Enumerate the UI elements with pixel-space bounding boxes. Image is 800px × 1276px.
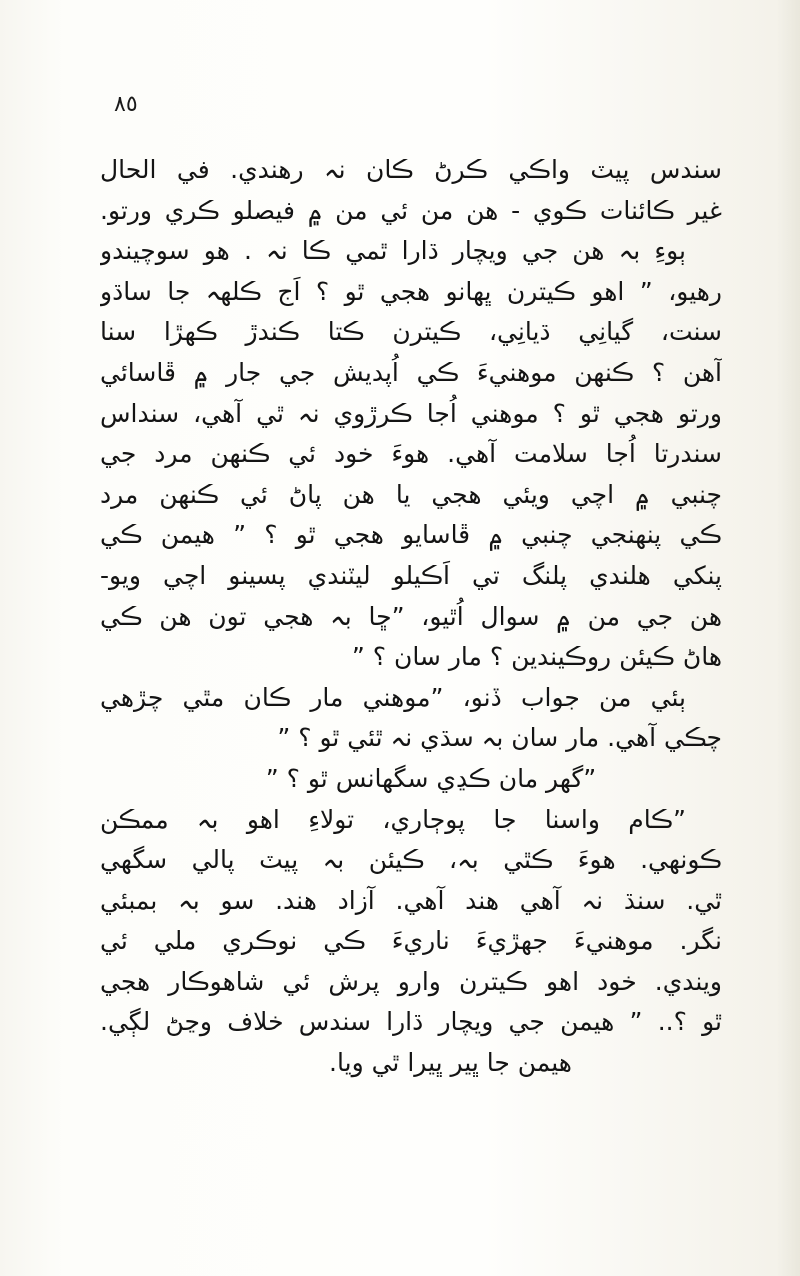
text-line: ”گهر مان ڪڍي سگهانس ٿو ؟ ” (265, 763, 597, 793)
text-line: سندرتا اُجا سلامت آهي. هوءَ خود ئي ڪنهن مرد جي (100, 439, 722, 469)
text-line: چنبي ۾ اچي ويئي هجي يا هن پاڻ ئي ڪنهن مرد (100, 479, 722, 509)
text-line: ٿو ؟.. ” هيمن جي ويچار ڌارا سندس خلاف وڃڻ لڳي. (100, 1007, 722, 1037)
text-line: سندس پيٽ واڪي ڪرڻ ڪان نہ رهندي. في الحال (100, 155, 722, 184)
text-line: ڪونهي. هوءَ ڪٿي بہ، ڪيئن بہ پيٽ پالي سگهي (100, 845, 722, 875)
body-text (100, 150, 722, 1084)
text-line: ٻوءِ بہ هن جي ويچار ڌارا ٿمي ڪا نہ . هو سوچيندو (100, 236, 686, 266)
text-line: ”ڪام واسنا جا پوڄاري، تولاءِ اهو بہ ممڪن (100, 804, 686, 834)
text-line: ورتو هجي ٿو ؟ موهني اُجا ڪرڙوي نہ ٿي آهي، سنداس (100, 398, 722, 428)
text-line: هاڻ ڪيئن روڪيندين ؟ مار سان ؟ ” (351, 642, 722, 672)
text-line: هن جي من ۾ سوال اُٿيو، ”ڇا بہ هجي تون هن ڪي (100, 601, 722, 631)
text-line: غير ڪائنات ڪوي - هن من ئي من ۾ فيصلو ڪري ورتو. (100, 195, 722, 225)
page-number: ٨٥ (114, 92, 138, 117)
text-line: هيمن جا ڀير ڀيرا ٿي ويا. (329, 1048, 572, 1078)
text-line: رهيو، ” اهو ڪيترن ڀهانو هجي ٿو ؟ اَج ڪلهہ جا ساڌو (100, 276, 722, 306)
text-line: ڪي پنهنجي چنبي ۾ ڦاسايو هجي ٿو ؟ ” هيمن ڪي (100, 520, 722, 550)
text-line: ٿي. سنڌ نہ آهي هند آهي. آزاد هند. سو بہ بمبئي (100, 885, 722, 915)
text-line: پنکي هلندي پلنگ تي اَڪيلو ليٽندي پسينو اچي ويو- (100, 560, 722, 590)
text-line: ٻئي من جواب ڏنو، ”موهني مار ڪان مٿي چڙهي (100, 682, 686, 712)
text-line: سنت، گيانِي ڌيانِي، ڪيترن ڪتا ڪندڙ ڪهڙا سنا (100, 317, 722, 347)
text-line: نگر. موهنيءَ جهڙيءَ ناريءَ ڪي نوڪري ملي ئي (100, 926, 722, 956)
text-line: ويندي. خود اهو ڪيترن وارو پرش ئي شاهوڪار هجي (100, 966, 722, 996)
text-line: آهن ؟ ڪنهن موهنيءَ ڪي اُپديش جي جار ۾ ڦاسائي (100, 357, 722, 387)
text-line: چڪي آهي. مار سان بہ سڌي نہ ٿئي ٿو ؟ ” (277, 723, 722, 753)
